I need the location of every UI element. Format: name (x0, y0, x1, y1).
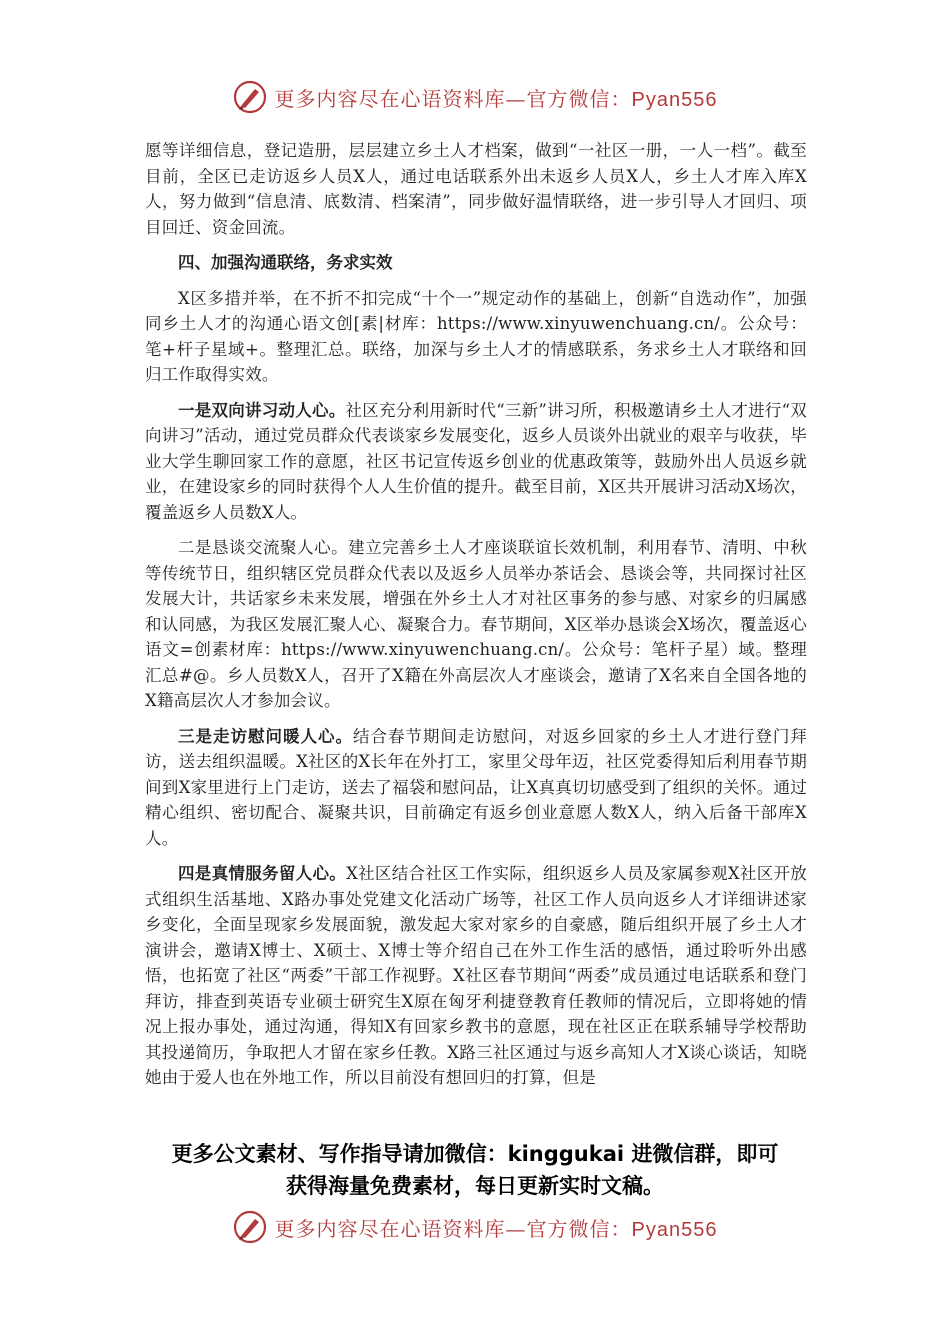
document-body (145, 138, 807, 1091)
footer-banner-text: 更多内容尽在心语资料库—官方微信：Pyan556 (274, 1216, 718, 1241)
promo-line-2: 获得海量免费素材，每日更新实时文稿。 (286, 1174, 664, 1198)
paragraph-6 (145, 861, 807, 1091)
paragraph-5 (145, 724, 807, 852)
pen-logo-icon (233, 80, 267, 114)
promo-line-1: 更多公文素材、写作指导请加微信：kinggukai 进微信群，即可 (171, 1142, 779, 1166)
paragraph-3 (145, 398, 807, 526)
paragraph-4 (145, 535, 807, 714)
paragraph-3-lead: 一是双向讲习动人心。 (178, 400, 346, 420)
paragraph-6-lead: 四是真情服务留人心。 (178, 864, 347, 883)
header-banner-text: 更多内容尽在心语资料库—官方微信：Pyan556 (274, 86, 718, 111)
paragraph-3-text: 社区充分利用新时代“三新”讲习所，积极邀请乡土人才进行“双向讲习”活动，通过党员群众代表谈家乡发展变化，返乡人员谈外出就业的艰辛与收获，毕业大学生聊回家工作的意愿，社区书记宣传返乡创业的优惠政策等，鼓励外出人员返乡就业，在建设家乡的同时获得个人人生价值的提升。截至目前，X区共开展讲习活动X场次，覆盖返乡人员数X人。 (145, 400, 807, 522)
paragraph-4-lead: 二是恳谈交流聚人心。 (178, 538, 349, 557)
paragraph-1: 愿等详细信息，登记造册，层层建立乡土人才档案，做到“一社区一册，一人一档”。截至目前，全区已走访返乡人员X人，通过电话联系外出未返乡人员X人，乡土人才库入库X人，努力做到“信息清、底数清、档案清”，同步做好温情联络，进一步引导人才回归、项目回迁、资金回流。 (145, 141, 807, 237)
paragraph-5-text: 结合春节期间走访慰问，对返乡回家的乡土人才进行登门拜访，送去组织温暖。X社区的X长年在外打工，家里父母年迈，社区党委得知后利用春节期间到X家里进行上门走访，送去了福袋和慰问品，让X真真切切感受到了组织的关怀。通过精心组织、密切配合、凝聚共识，目前确定有返乡创业意愿人数X人，纳入后备干部库X人。 (145, 726, 808, 848)
header-banner (0, 80, 950, 114)
paragraph-2: X区多措并举，在不折不扣完成“十个一”规定动作的基础上，创新“自选动作”，加强同乡土人才的沟通心语文创[素|材库：https://www.xinyuwenchuang.cn/。公众号：笔+杆子星域+。整理汇总。联络，加深与乡土人才的情感联系，务求乡土人才联络和回归工作取得实效。 (145, 288, 807, 384)
pen-logo-icon (233, 1210, 267, 1244)
paragraph-4-text: 建立完善乡土人才座谈联谊长效机制，利用春节、清明、中秋等传统节日，组织辖区党员群众代表以及返乡人员举办茶话会、恳谈会等，共同探讨社区发展大计，共话家乡未来发展，增强在外乡土人才对社区事务的参与感、对家乡的归属感和认同感，为我区发展汇聚人心、凝聚合力。春节期间，X区举办恳谈会X场次，覆盖返心语文=创素材库：https://www.xinyuwenchuang.cn/。公众号：笔杆子星）域。整理汇总#@。乡人员数X人，召开了X籍在外高层次人才座谈会，邀请了X名来自全国各地的X籍高层次人才参加会议。 (145, 538, 808, 710)
paragraph-6-text: X社区结合社区工作实际，组织返乡人员及家属参观X社区开放式组织生活基地、X路办事处党建文化活动广场等，社区工作人员向返乡人才详细讲述家乡变化，全面呈现家乡发展面貌，激发起大家对家乡的自豪感，随后组织开展了乡土人才演讲会，邀请X博士、X硕士、X博士等介绍自己在外工作生活的感悟，通过聆听外出感悟，也拓宽了社区“两委”干部工作视野。X社区春节期间“两委”成员通过电话联系和登门拜访，排查到英语专业硕士研究生X原在匈牙利捷登教育任教师的情况后，立即将她的情况上报办事处，通过沟通，得知X有回家乡教书的意愿，现在社区正在联系辅导学校帮助其投递简历，争取把人才留在家乡任教。X路三社区通过与返乡高知人才X谈心谈话，知晓她由于爱人也在外地工作，所以目前没有想回归的打算，但是 (145, 864, 808, 1087)
footer-wechat-id: Pyan556 (631, 1218, 718, 1241)
section-heading-4: 四、加强沟通联络，务求实效 (178, 253, 393, 272)
footer-banner (0, 1210, 950, 1244)
header-wechat-id: Pyan556 (631, 88, 718, 111)
promo-notice (0, 1138, 950, 1202)
paragraph-5-lead: 三是走访慰问暖人心。 (178, 726, 353, 746)
